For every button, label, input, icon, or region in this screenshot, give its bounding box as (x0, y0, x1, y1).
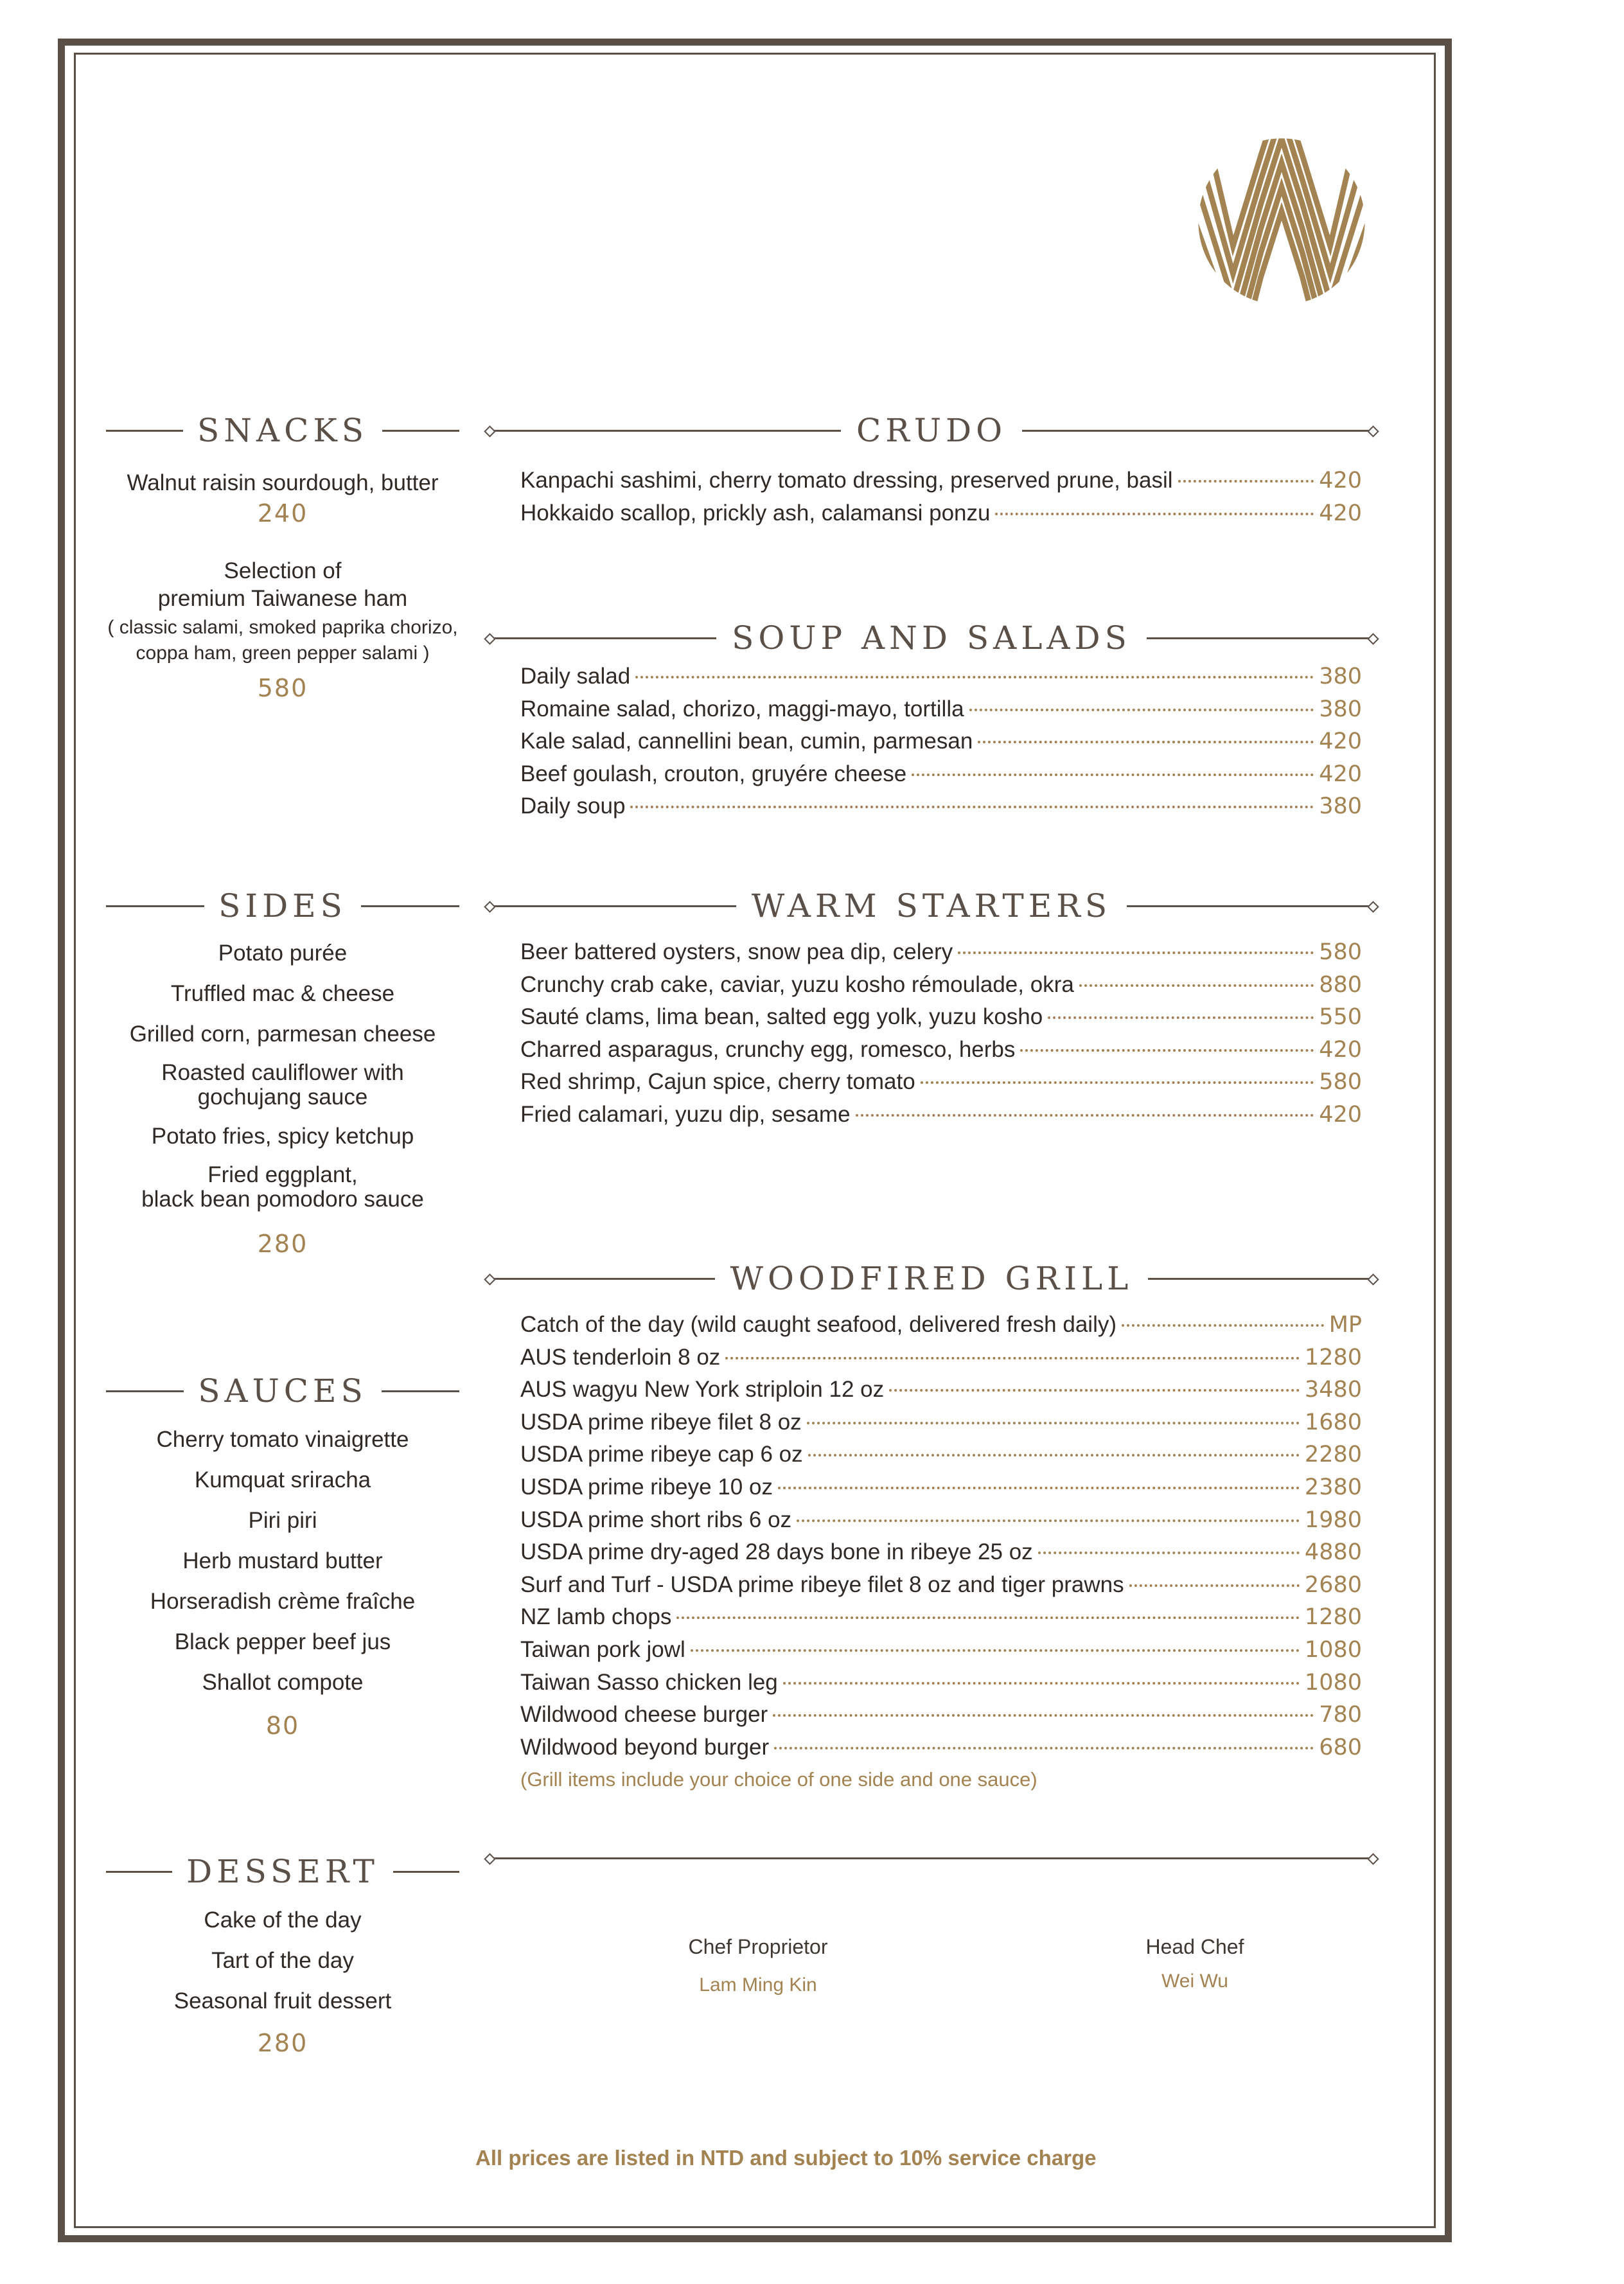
sauce-item: Herb mustard butter (182, 1548, 383, 1573)
warm-starters-header (488, 880, 1375, 932)
sauce-item: Shallot compote (202, 1670, 364, 1695)
item-name: Kale salad, cannellini bean, cumin, parmesan (520, 729, 973, 754)
item-price: 1680 (1304, 1409, 1362, 1435)
head-chef-name: Wei Wu (1161, 1970, 1228, 1992)
warm-starters-section (488, 880, 1375, 1128)
item-price: 2380 (1304, 1474, 1362, 1500)
item-price: 380 (1319, 664, 1362, 689)
snacks-header (106, 405, 459, 456)
wildwood-w-logo-icon (1195, 135, 1368, 308)
side-item: Potato fries, spicy ketchup (151, 1124, 414, 1149)
item-price: 2680 (1304, 1571, 1362, 1598)
item-name: Fried calamari, yuzu dip, sesame (520, 1101, 851, 1127)
item-name: USDA prime ribeye 10 oz (520, 1474, 773, 1500)
side-item: Roasted cauliflower with (161, 1060, 404, 1085)
item-name: Daily salad (520, 664, 631, 689)
menu-item-row (520, 1604, 1362, 1637)
item-name: Kanpachi sashimi, cherry tomato dressing, preserved prune, basil (520, 468, 1173, 493)
woodfired-grill-header (488, 1253, 1375, 1304)
item-price: 3480 (1304, 1377, 1362, 1403)
item-price: 420 (1319, 500, 1362, 526)
item-name: Romaine salad, chorizo, maggi-mayo, tortilla (520, 696, 964, 721)
footer-note: All prices are listed in NTD and subject to 10% service charge (475, 2146, 1097, 2170)
menu-item-row (520, 729, 1362, 761)
soup-salads-header (488, 612, 1375, 664)
item-price: 780 (1319, 1702, 1362, 1728)
item-price: 550 (1319, 1004, 1362, 1031)
item-name: Beer battered oysters, snow pea dip, celery (520, 939, 953, 964)
menu-item-row (520, 468, 1362, 500)
sides-section (106, 880, 459, 1258)
menu-item-row (520, 1507, 1362, 1540)
menu-item-row (520, 1702, 1362, 1735)
snacks-section (106, 405, 459, 702)
item-price: 380 (1319, 793, 1362, 820)
item-price: 420 (1319, 761, 1362, 787)
sauces-price: 80 (265, 1712, 300, 1740)
chef-proprietor-block (642, 1935, 874, 1996)
side-item: Potato purée (218, 941, 348, 966)
item-name: USDA prime short ribs 6 oz (520, 1507, 792, 1532)
menu-item-row (520, 500, 1362, 533)
item-name: AUS wagyu New York striploin 12 oz (520, 1377, 885, 1403)
sauce-item: Black pepper beef jus (174, 1629, 391, 1654)
menu-item-row (520, 1442, 1362, 1474)
snack-item: Walnut raisin sourdough, butter (127, 470, 439, 495)
side-item: Truffled mac & cheese (170, 981, 395, 1006)
bottom-divider (488, 1845, 1375, 1871)
side-item: Grilled corn, parmesan cheese (129, 1022, 436, 1047)
warm-starters-title: WARM STARTERS (751, 887, 1112, 925)
item-name: Charred asparagus, crunchy egg, romesco, herbs (520, 1036, 1016, 1062)
sauces-title: SAUCES (198, 1372, 367, 1410)
snack-note: ( classic salami, smoked paprika chorizo, (107, 617, 458, 638)
menu-item-row (520, 1539, 1362, 1572)
crudo-header (488, 405, 1375, 456)
item-price: 1080 (1304, 1636, 1362, 1663)
dessert-item: Cake of the day (204, 1908, 362, 1933)
snack-note: coppa ham, green pepper salami ) (136, 642, 430, 664)
head-chef-role: Head Chef (1145, 1935, 1244, 1958)
dessert-item: Seasonal fruit dessert (173, 1988, 392, 2014)
soup-salads-section (488, 612, 1375, 820)
dessert-item: Tart of the day (211, 1948, 354, 1973)
item-name: Taiwan Sasso chicken leg (520, 1669, 778, 1695)
sauce-item: Kumquat sriracha (194, 1467, 371, 1492)
item-name: Taiwan pork jowl (520, 1636, 685, 1662)
sauce-item: Cherry tomato vinaigrette (156, 1427, 409, 1452)
snack-item: premium Taiwanese ham (157, 586, 408, 611)
menu-item-row (520, 972, 1362, 1005)
menu-item-row (520, 1037, 1362, 1070)
item-price: 420 (1319, 1036, 1362, 1063)
item-name: USDA prime ribeye cap 6 oz (520, 1442, 803, 1467)
crudo-section (488, 405, 1375, 526)
item-price: 4880 (1304, 1539, 1362, 1566)
item-name: Wildwood cheese burger (520, 1702, 768, 1728)
head-chef-block (1092, 1935, 1298, 1992)
woodfired-grill-title: WOODFIRED GRILL (730, 1260, 1133, 1297)
item-name: Sauté clams, lima bean, salted egg yolk, yuzu kosho (520, 1004, 1043, 1030)
item-name: Catch of the day (wild caught seafood, delivered fresh daily) (520, 1312, 1117, 1337)
menu-item-row (520, 1069, 1362, 1102)
chef-proprietor-name: Lam Ming Kin (699, 1974, 817, 1996)
sides-title: SIDES (218, 887, 347, 925)
menu-item-row (520, 1312, 1362, 1345)
item-price: 1080 (1304, 1669, 1362, 1695)
menu-item-row (520, 761, 1362, 794)
item-price: 880 (1319, 971, 1362, 998)
menu-item-row (520, 939, 1362, 972)
item-name: Beef goulash, crouton, gruyére cheese (520, 761, 907, 786)
item-name: AUS tenderloin 8 oz (520, 1344, 721, 1370)
crudo-title: CRUDO (856, 412, 1007, 449)
menu-item-row (520, 664, 1362, 696)
item-name: Daily soup (520, 793, 626, 819)
dessert-price: 280 (257, 2029, 308, 2057)
soup-salads-title: SOUP AND SALADS (732, 619, 1131, 657)
item-name: Wildwood beyond burger (520, 1734, 770, 1760)
menu-item-row (520, 1004, 1362, 1037)
sauce-item: Piri piri (248, 1508, 317, 1533)
item-price: 1280 (1304, 1344, 1362, 1370)
menu-item-row (520, 793, 1362, 826)
menu-item-row (520, 1637, 1362, 1670)
menu-item-row (520, 1102, 1362, 1135)
side-item: black bean pomodoro sauce (141, 1187, 424, 1212)
item-price: 580 (1319, 1069, 1362, 1095)
item-price: 420 (1319, 468, 1362, 493)
item-price: 580 (1319, 939, 1362, 965)
menu-item-row (520, 1345, 1362, 1377)
item-price: 420 (1319, 1101, 1362, 1128)
menu-item-row (520, 1572, 1362, 1605)
sauces-section (106, 1365, 459, 1740)
dessert-section (106, 1846, 459, 2057)
item-price: 1980 (1304, 1507, 1362, 1533)
item-price: MP (1328, 1312, 1362, 1338)
item-name: NZ lamb chops (520, 1604, 672, 1630)
item-price: 380 (1319, 696, 1362, 722)
menu-item-row (520, 1410, 1362, 1442)
snack-price: 240 (257, 499, 308, 527)
item-name: USDA prime ribeye filet 8 oz (520, 1409, 802, 1435)
menu-item-row (520, 1670, 1362, 1703)
grill-note: (Grill items include your choice of one side and one sauce) (520, 1768, 1037, 1791)
item-price: 680 (1319, 1734, 1362, 1760)
menu-item-row (520, 1735, 1362, 1767)
item-price: 1280 (1304, 1604, 1362, 1631)
sides-price: 280 (257, 1230, 308, 1258)
menu-item-row (520, 696, 1362, 729)
snacks-title: SNACKS (197, 412, 368, 449)
item-name: Crunchy crab cake, caviar, yuzu kosho rémoulade, okra (520, 971, 1074, 997)
woodfired-grill-section (488, 1253, 1375, 1791)
item-price: 2280 (1304, 1442, 1362, 1468)
item-name: Red shrimp, Cajun spice, cherry tomato (520, 1069, 915, 1095)
item-name: USDA prime dry-aged 28 days bone in ribeye 25 oz (520, 1539, 1033, 1565)
item-name: Surf and Turf - USDA prime ribeye filet 8 oz and tiger prawns (520, 1571, 1124, 1597)
sauces-header (106, 1365, 459, 1417)
item-price: 420 (1319, 729, 1362, 755)
side-item: gochujang sauce (197, 1084, 368, 1110)
dessert-title: DESSERT (186, 1853, 379, 1890)
sides-header (106, 880, 459, 932)
snack-price: 580 (257, 674, 308, 702)
item-name: Hokkaido scallop, prickly ash, calamansi ponzu (520, 500, 991, 526)
snack-item: Selection of (224, 558, 342, 583)
chef-proprietor-role: Chef Proprietor (688, 1935, 828, 1958)
dessert-header (106, 1846, 459, 1897)
menu-item-row (520, 1377, 1362, 1410)
side-item: Fried eggplant, (207, 1162, 358, 1187)
menu-item-row (520, 1474, 1362, 1507)
sauce-item: Horseradish crème fraîche (150, 1589, 416, 1614)
